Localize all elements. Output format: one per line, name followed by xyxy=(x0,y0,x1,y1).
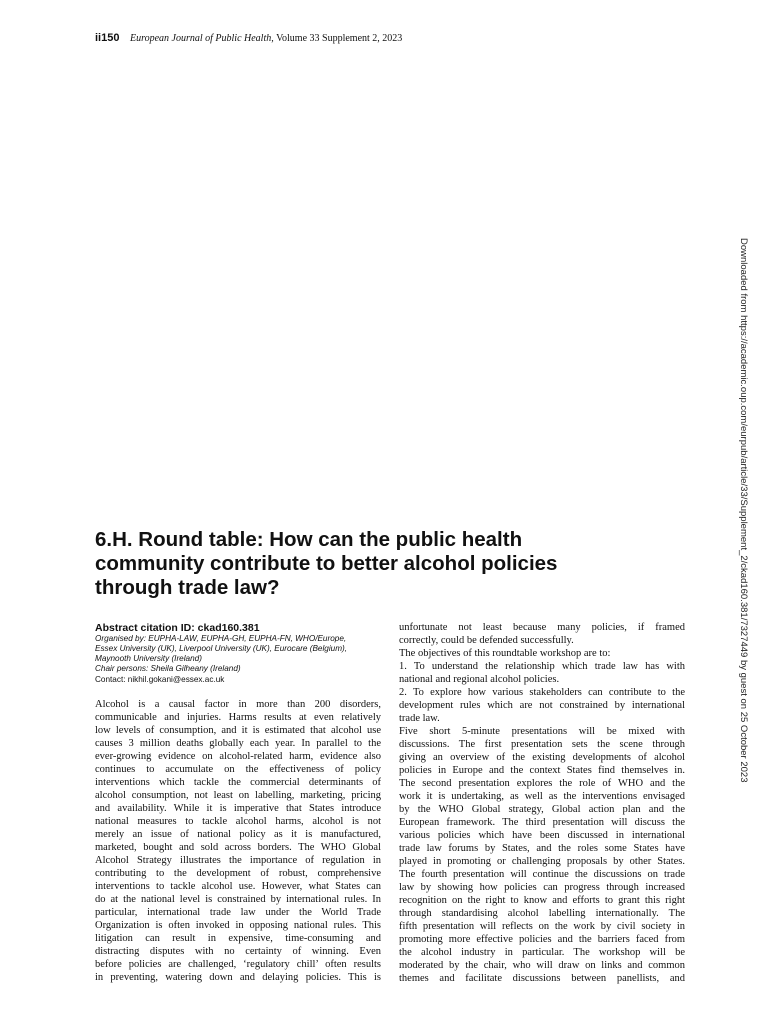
title-line: 6.H. Round table: How can the public health xyxy=(95,528,523,551)
body-line: ever-growing evidence on alcohol-related harm, evidence also xyxy=(95,751,381,762)
abstract-citation-id: Abstract citation ID: ckad160.381 xyxy=(95,622,260,634)
body-line: and availability. While it is imperative that States introduce xyxy=(95,803,381,814)
title-line: community contribute to better alcohol policies xyxy=(95,552,558,575)
body-line: The objectives of this roundtable workshop are to: xyxy=(399,648,611,659)
download-notice: Downloaded from https://academic.oup.com/eurpub/article/33/Supplement_2/ckad160.381/7327449 by guest on 25 October 2023 xyxy=(738,238,749,783)
body-line: trade law. xyxy=(399,713,440,724)
body-line: distracting disputes with no certainty of winning. Even xyxy=(95,946,381,957)
journal-volume: Volume 33 Supplement 2, 2023 xyxy=(276,33,403,44)
body-line: fifth presentation will reflects on the work by civil society in xyxy=(399,921,685,932)
body-line: marketed, bought and sold across borders. The WHO Global xyxy=(95,842,381,853)
body-line: contributing to the development of robust, comprehensive xyxy=(95,868,381,879)
body-line: The fourth presentation will continue the discussions on trade xyxy=(399,869,685,880)
body-line: national and regional alcohol policies. xyxy=(399,674,560,685)
body-line: alcohol consumption, not least on labelling, marketing, pricing xyxy=(95,790,381,801)
chair-persons: Chair persons: Sheila Gilheany (Ireland) xyxy=(95,664,241,673)
body-line: interventions to tackle alcohol use. However, what States can xyxy=(95,881,381,892)
body-line: giving an overview of the existing developments of alcohol xyxy=(399,752,685,763)
body-line: communicable and injuries. Harms results at even relatively xyxy=(95,712,381,723)
body-line: Alcohol Strategy illustrates the importance of regulation in xyxy=(95,855,381,866)
body-line: 2. To explore how various stakeholders can contribute to the xyxy=(399,687,685,698)
body-line: The second presentation explores the role of WHO and the xyxy=(399,778,685,789)
body-line: Five short 5-minute presentations will be mixed with xyxy=(399,726,685,737)
body-line: interventions which tackle the commercial determinants of xyxy=(95,777,381,788)
body-line: played in promoting or challenging proposals by other States. xyxy=(399,856,685,867)
body-line: do at the national level is constrained by international rules. In xyxy=(95,894,381,905)
journal-name: European Journal of Public Health, xyxy=(129,33,274,44)
body-line: 1. To understand the relationship which trade law has with xyxy=(399,661,685,672)
body-line: development rules which are not constrained by international xyxy=(399,700,685,711)
body-line: merely an issue of national policy as it is manufactured, xyxy=(95,829,381,840)
body-line: recognition on the right to know and efforts to grant this right xyxy=(399,895,685,906)
body-line: law by showing how policies can progress through increased xyxy=(399,882,685,893)
body-line: Organization is often invoked in opposing national rules. This xyxy=(95,920,381,931)
body-line: unfortunate not least because many policies, if framed xyxy=(399,622,685,633)
body-line: European framework. The third presentation will discuss the xyxy=(399,817,685,828)
body-line: before policies are challenged, ‘regulatory chill’ often results xyxy=(95,959,381,970)
body-line: Alcohol is a causal factor in more than 200 disorders, xyxy=(95,699,381,710)
body-column-left xyxy=(95,698,381,984)
body-line: correctly, could be defended successfully. xyxy=(399,635,574,646)
body-line: national measures to tackle alcohol harms, alcohol is not xyxy=(95,816,381,827)
page-number: ii150 xyxy=(95,32,120,44)
body-line: causes 3 million deaths globally each year. In parallel to the xyxy=(95,738,381,749)
body-line: trade law forums by States, and the roles some States have xyxy=(399,843,685,854)
article-title xyxy=(95,528,695,600)
body-line: the alcohol industry in particular. The workshop will be xyxy=(399,947,685,958)
body-line: promoting more effective policies and the barriers faced from xyxy=(399,934,685,945)
organisers-line: Maynooth University (Ireland) xyxy=(95,654,202,663)
body-line: particular, international trade law under the World Trade xyxy=(95,907,381,918)
body-line: in preventing, watering down and delaying policies. This is xyxy=(95,972,381,983)
body-line: discussions. The first presentation sets the scene through xyxy=(399,739,685,750)
body-line: litigation can result in expensive, time-consuming and xyxy=(95,933,381,944)
body-line: by the WHO Global strategy, Global action plan and the xyxy=(399,804,685,815)
body-line: through standardising alcohol labelling internationally. The xyxy=(399,908,685,919)
body-line: moderated by the chair, who will draw on links and common xyxy=(399,960,685,971)
abstract-meta xyxy=(95,622,395,685)
body-line: work it is undertaking, as well as the interventions envisaged xyxy=(399,791,685,802)
body-line: policies in Europe and the context States find themselves in. xyxy=(399,765,685,776)
title-line: through trade law? xyxy=(95,576,280,599)
organisers-line: Organised by: EUPHA-LAW, EUPHA-GH, EUPHA-FN, WHO/Europe, xyxy=(95,634,347,643)
running-head xyxy=(95,32,402,45)
organisers-line: Essex University (UK), Liverpool University (UK), Eurocare (Belgium), xyxy=(95,644,348,653)
contact-line: Contact: nikhil.gokani@essex.ac.uk xyxy=(95,675,225,684)
body-line: continues to accumulate on the effectiveness of policy xyxy=(95,764,381,775)
body-line: low levels of consumption, and it is estimated that alcohol use xyxy=(95,725,381,736)
body-line: various policies which have been discussed in international xyxy=(399,830,685,841)
body-line: themes and facilitate discussions between panellists, and xyxy=(399,973,685,984)
body-column-right xyxy=(399,621,685,985)
